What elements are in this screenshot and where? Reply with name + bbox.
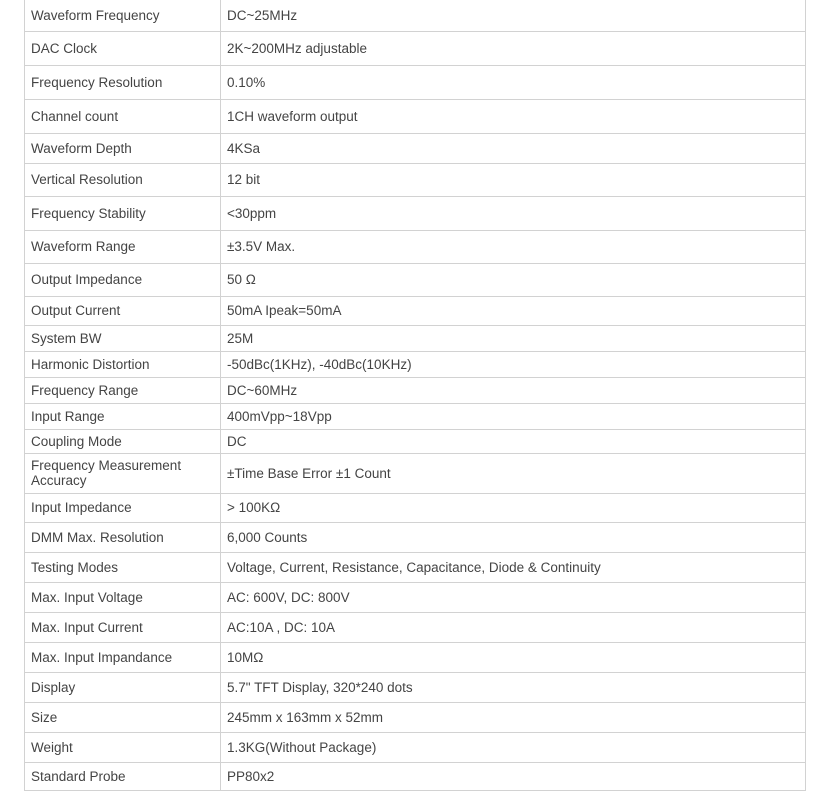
spec-label: Frequency Resolution (25, 65, 221, 99)
spec-value: -50dBc(1KHz), -40dBc(10KHz) (221, 351, 806, 377)
spec-row (25, 296, 806, 325)
spec-value: 400mVpp~18Vpp (221, 403, 806, 429)
spec-row (25, 65, 806, 99)
spec-value: AC: 600V, DC: 800V (221, 582, 806, 612)
spec-value: PP80x2 (221, 762, 806, 790)
spec-row (25, 163, 806, 196)
spec-row (25, 642, 806, 672)
spec-value: 1CH waveform output (221, 99, 806, 133)
spec-label: Vertical Resolution (25, 163, 221, 196)
spec-row (25, 429, 806, 453)
spec-label: Frequency Stability (25, 196, 221, 230)
spec-value: 0.10% (221, 65, 806, 99)
spec-label: Frequency Measurement Accuracy (25, 453, 221, 493)
spec-label: Waveform Range (25, 230, 221, 263)
spec-row (25, 702, 806, 732)
spec-label: Standard Probe (25, 762, 221, 790)
spec-row (25, 31, 806, 65)
spec-label: Waveform Depth (25, 133, 221, 163)
spec-label: DAC Clock (25, 31, 221, 65)
spec-value: 10MΩ (221, 642, 806, 672)
spec-value: 1.3KG(Without Package) (221, 732, 806, 762)
spec-row (25, 582, 806, 612)
spec-row (25, 732, 806, 762)
spec-row (25, 552, 806, 582)
spec-value: ±Time Base Error ±1 Count (221, 453, 806, 493)
spec-row (25, 612, 806, 642)
spec-value: DC~60MHz (221, 377, 806, 403)
spec-row (25, 230, 806, 263)
spec-value: 25M (221, 325, 806, 351)
spec-label: System BW (25, 325, 221, 351)
spec-row (25, 263, 806, 296)
spec-value: 12 bit (221, 163, 806, 196)
spec-label: Input Range (25, 403, 221, 429)
spec-label: Harmonic Distortion (25, 351, 221, 377)
spec-label: Display (25, 672, 221, 702)
spec-value: 5.7" TFT Display, 320*240 dots (221, 672, 806, 702)
spec-label: Max. Input Impandance (25, 642, 221, 672)
spec-label: Max. Input Current (25, 612, 221, 642)
spec-table-body (25, 0, 806, 790)
spec-label: Channel count (25, 99, 221, 133)
spec-value: 50mA Ipeak=50mA (221, 296, 806, 325)
spec-row (25, 196, 806, 230)
spec-table (24, 0, 806, 791)
spec-row (25, 0, 806, 31)
spec-value: ±3.5V Max. (221, 230, 806, 263)
spec-row (25, 493, 806, 522)
spec-value: 4KSa (221, 133, 806, 163)
spec-row (25, 325, 806, 351)
spec-value: DC (221, 429, 806, 453)
spec-row (25, 403, 806, 429)
spec-label: DMM Max. Resolution (25, 522, 221, 552)
spec-row (25, 133, 806, 163)
spec-value: DC~25MHz (221, 0, 806, 31)
spec-value: 6,000 Counts (221, 522, 806, 552)
spec-value: AC:10A , DC: 10A (221, 612, 806, 642)
spec-row (25, 522, 806, 552)
spec-value: > 100KΩ (221, 493, 806, 522)
spec-label: Coupling Mode (25, 429, 221, 453)
spec-label: Output Current (25, 296, 221, 325)
spec-label: Frequency Range (25, 377, 221, 403)
spec-row (25, 453, 806, 493)
spec-label: Weight (25, 732, 221, 762)
spec-label: Output Impedance (25, 263, 221, 296)
spec-value: Voltage, Current, Resistance, Capacitance, Diode & Continuity (221, 552, 806, 582)
spec-value: 50 Ω (221, 263, 806, 296)
spec-row (25, 99, 806, 133)
spec-label: Size (25, 702, 221, 732)
spec-value: 245mm x 163mm x 52mm (221, 702, 806, 732)
spec-label: Input Impedance (25, 493, 221, 522)
spec-label: Max. Input Voltage (25, 582, 221, 612)
spec-value: 2K~200MHz adjustable (221, 31, 806, 65)
spec-label: Testing Modes (25, 552, 221, 582)
spec-row (25, 762, 806, 790)
spec-row (25, 351, 806, 377)
spec-row (25, 377, 806, 403)
spec-value: <30ppm (221, 196, 806, 230)
spec-label: Waveform Frequency (25, 0, 221, 31)
spec-row (25, 672, 806, 702)
